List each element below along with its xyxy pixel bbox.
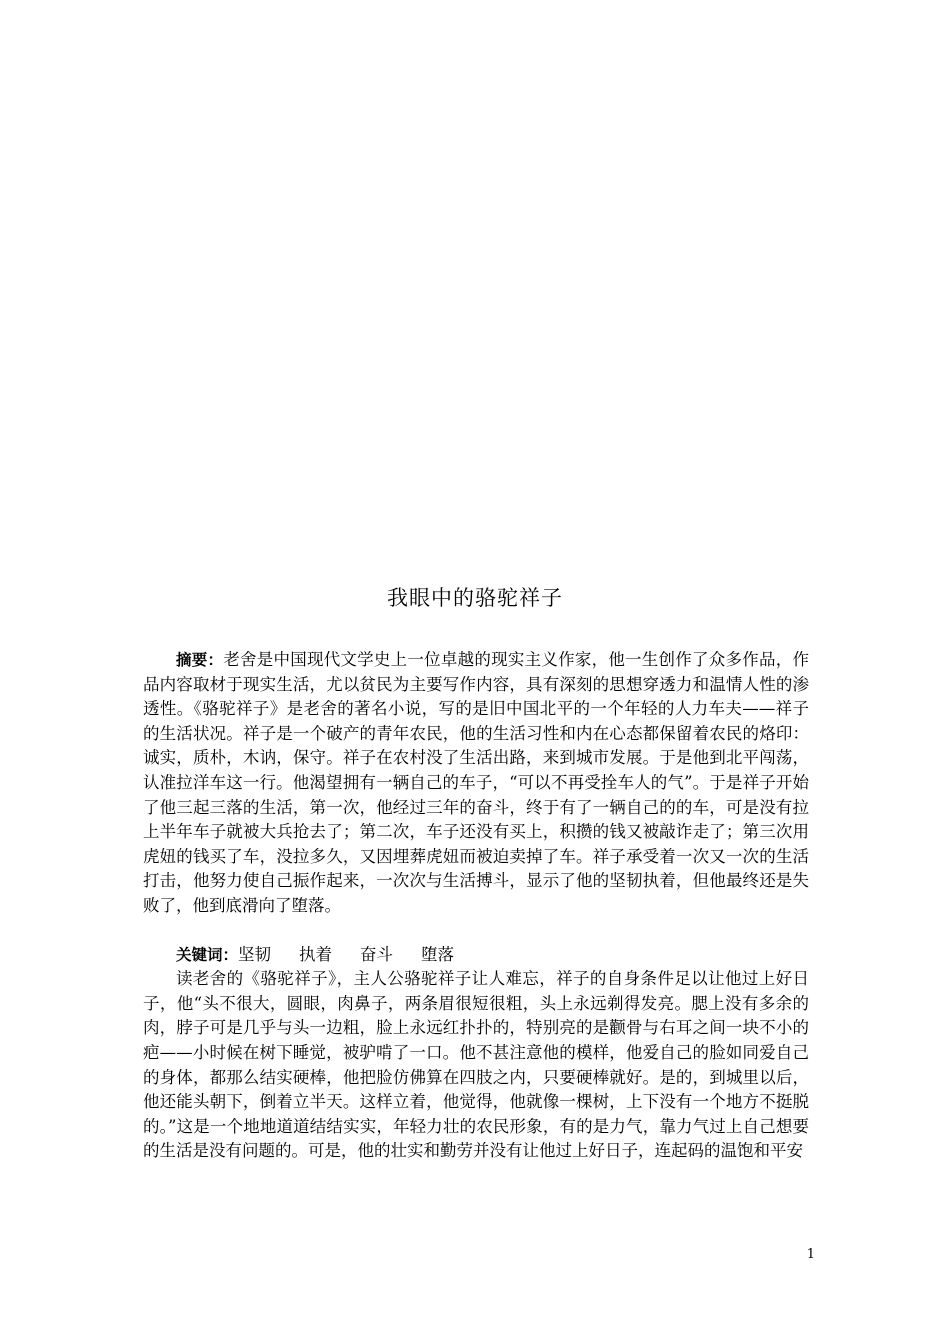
keyword: 执着 [299,944,333,964]
keyword: 奋斗 [360,944,394,964]
abstract-paragraph [143,648,809,919]
keywords-line [143,943,809,968]
document-body [143,648,809,1164]
keyword: 堕落 [421,944,455,964]
page-number: 1 [806,1247,815,1262]
keywords-label: 关键词： [176,945,239,964]
keyword: 坚韧 [238,944,272,964]
page-title: 我眼中的骆驼祥子 [387,586,563,610]
abstract-text: 老舍是中国现代文学史上一位卓越的现实主义作家，他一生创作了众多作品，作品内容取材于现实生活，尤以贫民为主要写作内容，具有深刻的思想穿透力和温情人性的渗透性。《骆驼祥子》是老舍的著名小说，写的是旧中国北平的一个年轻的人力车夫——祥子的生活状况。祥子是一个破产的青年农民，他的生活习性和内在心态都保留着农民的烙印：诚实，质朴，木讷，保守。祥子在农村没了生活出路，来到城市发展。于是他到北平闯荡，认准拉洋车这一行。他渴望拥有一辆自己的车子，“可以不再受拴车人的气”。于是祥子开始了他三起三落的生活，第一次，他经过三年的奋斗，终于有了一辆自己的的车，可是没有拉上半年车子就被大兵抢去了；第二次，车子还没有买上，积攒的钱又被敲诈走了；第三次用虎妞的钱买了车，没拉多久，又因埋葬虎妞而被迫卖掉了车。祥子承受着一次又一次的生活打击，他努力使自己振作起来，一次次与生活搏斗，显示了他的坚韧执着，但他最终还是失败了，他到底滑向了堕落。 [143,650,809,915]
abstract-label: 摘要： [176,651,224,669]
body-paragraph: 读老舍的《骆驼祥子》，主人公骆驼祥子让人难忘，祥子的自身条件足以让他过上好日子，他“头不很大，圆眼，肉鼻子，两条眉很短很粗，头上永远剃得发亮。腮上没有多余的肉，脖子可是几乎与头一边粗，脸上永远红扑扑的，特别亮的是颧骨与右耳之间一块不小的疤——小时候在树下睡觉，被驴啃了一口。他不甚注意他的模样，他爱自己的脸如同爱自己的身体，都那么结实硬棒，他把脸仿佛算在四肢之内，只要硬棒就好。是的，到城里以后，他还能头朝下，倒着立半天。这样立着，他觉得，他就像一棵树，上下没有一个地方不挺脱的。”这是一个地地道道结结实实，年轻力壮的农民形象，有的是力气，靠力气过上自己想要的生活是没有问题的。可是，他的壮实和勤劳并没有让他过上好日子，连起码的温饱和平安 [143,969,809,1161]
